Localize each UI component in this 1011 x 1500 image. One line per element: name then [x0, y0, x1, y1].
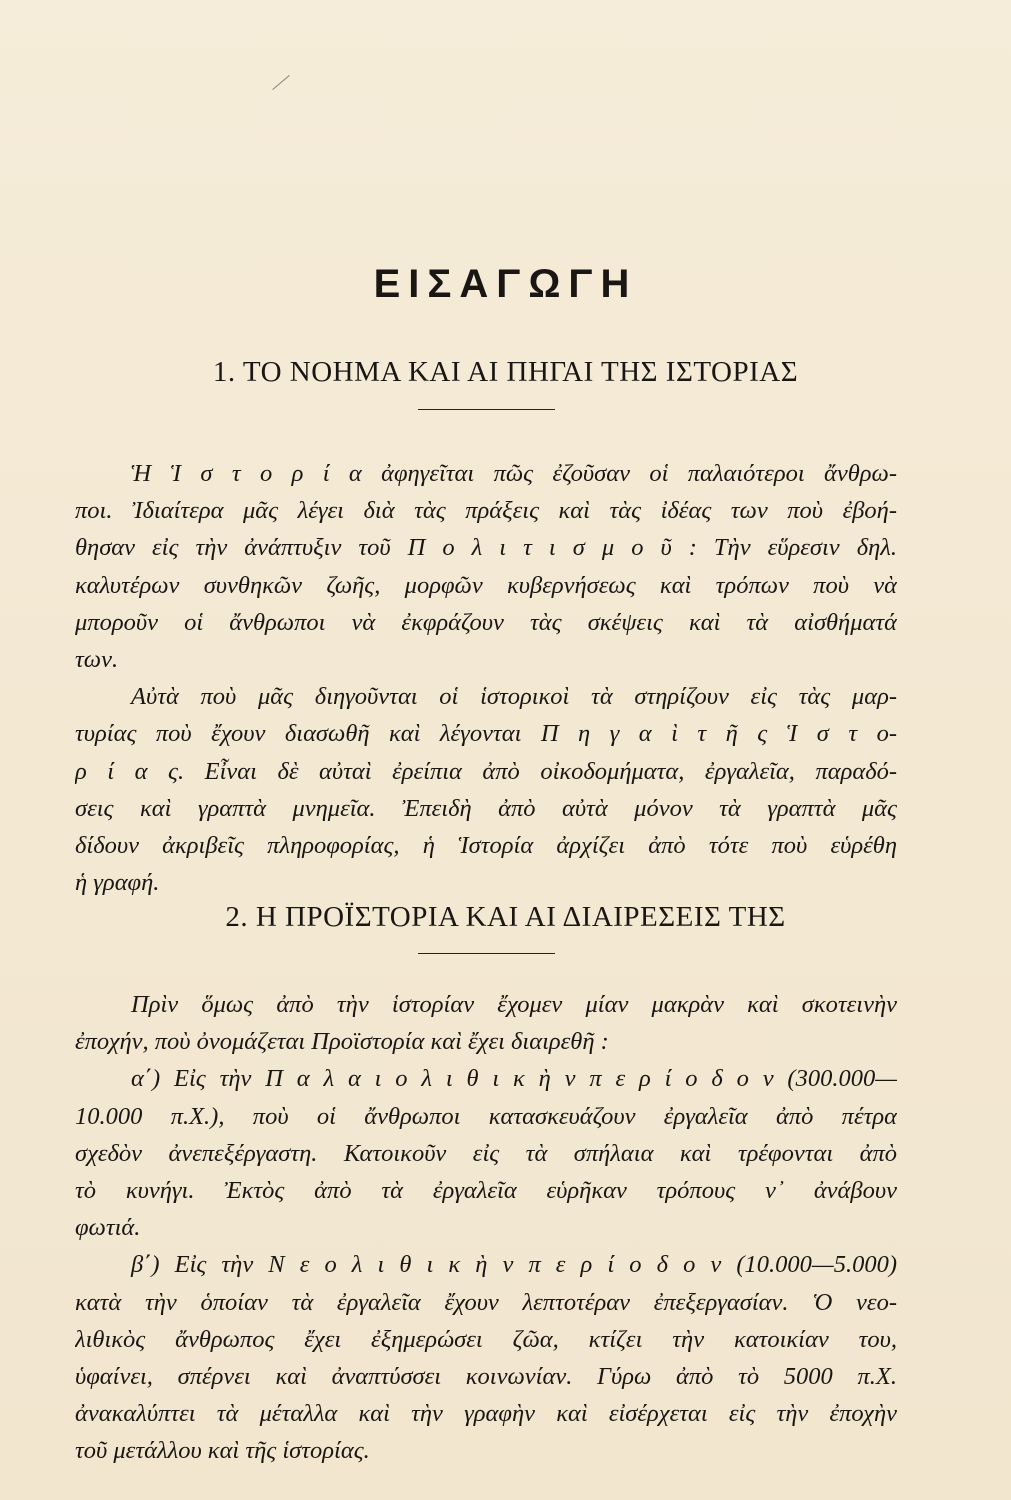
text-line: λιθικὸς ἄνθρωπος ἔχει ἐξημερώσει ζῶα, κτίζει τὴν κατοικίαν του,: [75, 1325, 897, 1353]
text-line: β΄) Εἰς τὴν Ν ε ο λ ι θ ι κ ὴ ν π ε ρ ί ο δ ο ν (10.000—5.000): [131, 1251, 897, 1279]
text-line: σεις καὶ γραπτὰ μνημεῖα. Ἐπειδὴ ἀπὸ αὐτὰ μόνον τὰ γραπτὰ μᾶς: [75, 794, 897, 822]
text-line: σχεδὸν ἀνεπεξέργαστη. Κατοικοῦν εἰς τὰ σπήλαια καὶ τρέφονται ἀπὸ: [75, 1139, 897, 1167]
text-line: Πρὶν ὅμως ἀπὸ τὴν ἱστορίαν ἔχομεν μίαν μακρὰν καὶ σκοτεινὴν: [131, 991, 897, 1018]
text-line: 10.000 π.Χ.), ποὺ οἱ ἄνθρωποι κατασκευάζουν ἐργαλεῖα ἀπὸ πέτρα: [75, 1102, 897, 1130]
page-title: ΕΙΣΑΓΩΓΗ: [373, 262, 638, 306]
text-line: ρ ί α ς. Εἶναι δὲ αὐταὶ ἐρείπια ἀπὸ οἰκοδομήματα, ἐργαλεῖα, παραδό-: [75, 757, 897, 785]
text-line: τὸ κυνήγι. Ἐκτὸς ἀπὸ τὰ ἐργαλεῖα εὑρῆκαν τρόπους ν᾽ ἀνάβουν: [75, 1176, 897, 1204]
text-line: θησαν εἰς τὴν ἀνάπτυξιν τοῦ Π ο λ ι τ ι σ μ ο ῦ : Τὴν εὕρεσιν δηλ.: [75, 534, 897, 562]
text-line: ἐποχήν, ποὺ ὀνομάζεται Προϊστορία καὶ ἔχει διαιρεθῆ :: [75, 1028, 609, 1056]
section-1-text: [75, 455, 897, 901]
text-line: ἡ γραφή.: [75, 869, 160, 897]
pencil-mark: [272, 75, 289, 90]
section-1-heading: 1. ΤΟ ΝΟΗΜΑ ΚΑΙ ΑΙ ΠΗΓΑΙ ΤΗΣ ΙΣΤΟΡΙΑΣ: [212, 356, 799, 388]
text-line: τυρίας ποὺ ἔχουν διασωθῆ καὶ λέγονται Π η γ α ὶ τ ῆ ς Ἱ σ τ ο-: [75, 720, 897, 748]
text-line: α΄) Εἰς τὴν Π α λ α ι ο λ ι θ ι κ ὴ ν π ε ρ ί ο δ ο ν (300.000—: [131, 1065, 897, 1093]
section-2-text: [75, 986, 897, 1469]
section-2-heading: 2. Η ΠΡΟΪΣΤΟΡΙΑ ΚΑΙ ΑΙ ΔΙΑΙΡΕΣΕΙΣ ΤΗΣ: [225, 901, 786, 933]
text-line: ποι. Ἰδιαίτερα μᾶς λέγει διὰ τὰς πράξεις καὶ τὰς ἰδέας των ποὺ ἐβοή-: [75, 497, 897, 525]
section-2-rule: [418, 953, 555, 954]
text-line: ὑφαίνει, σπέρνει καὶ ἀναπτύσσει κοινωνίαν. Γύρω ἀπὸ τὸ 5000 π.Χ.: [75, 1362, 897, 1390]
text-line: των.: [75, 645, 119, 673]
text-line: καλυτέρων συνθηκῶν ζωῆς, μορφῶν κυβερνήσεως καὶ τρόπων ποὺ νὰ: [75, 571, 897, 599]
text-line: φωτιά.: [75, 1214, 141, 1242]
text-line: τοῦ μετάλλου καὶ τῆς ἱστορίας.: [75, 1437, 370, 1465]
text-line: κατὰ τὴν ὁποίαν τὰ ἐργαλεῖα ἔχουν λεπτοτέραν ἐπεξεργασίαν. Ὁ νεο-: [75, 1288, 897, 1316]
text-line: Αὐτὰ ποὺ μᾶς διηγοῦνται οἱ ἱστορικοὶ τὰ στηρίζουν εἰς τὰς μαρ-: [131, 683, 897, 711]
text-line: ἀνακαλύπτει τὰ μέταλλα καὶ τὴν γραφὴν καὶ εἰσέρχεται εἰς τὴν ἐποχὴν: [75, 1400, 897, 1428]
text-line: δίδουν ἀκριβεῖς πληροφορίας, ἡ Ἱστορία ἀρχίζει ἀπὸ τότε ποὺ εὑρέθη: [75, 831, 897, 859]
section-1-rule: [418, 409, 555, 410]
text-line: μποροῦν οἱ ἄνθρωποι νὰ ἐκφράζουν τὰς σκέψεις καὶ τὰ αἰσθήματά: [75, 608, 897, 636]
text-line: Ἡ Ἱ σ τ ο ρ ί α ἀφηγεῖται πῶς ἐζοῦσαν οἱ παλαιότεροι ἄνθρω-: [131, 460, 897, 487]
